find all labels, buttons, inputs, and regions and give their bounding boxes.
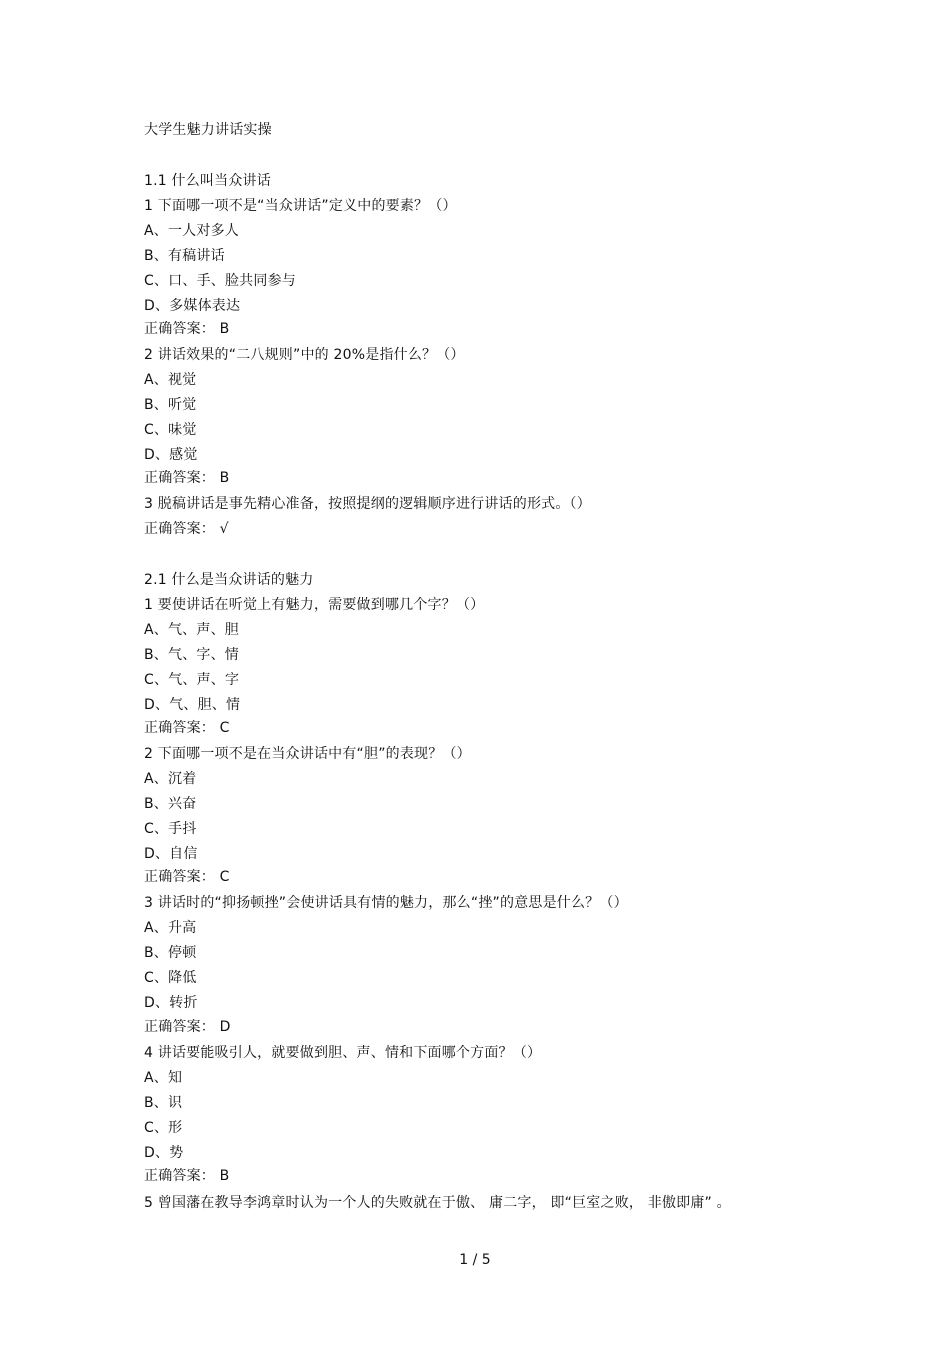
question-text: 4 讲话要能吸引人，就要做到胆、声、情和下面哪个方面？（） [144, 1045, 542, 1061]
option-text: B、停顿 [144, 945, 197, 961]
option-text: A、升高 [144, 920, 197, 936]
question-text: 5 曾国藩在教导李鸿章时认为一个人的失败就在于傲、 庸二字， 即“巨室之败， 非傲即庸” 。 [144, 1195, 731, 1211]
answer-text: 正确答案： C [144, 869, 230, 885]
option-text: C、味觉 [144, 422, 197, 438]
page-number: 1 / 5 [459, 1252, 491, 1268]
question-text: 2 下面哪一项不是在当众讲话中有“胆”的表现？（） [144, 746, 471, 762]
option-text: B、兴奋 [144, 796, 197, 812]
answer-text: 正确答案： B [144, 321, 230, 337]
option-text: D、势 [144, 1145, 184, 1161]
answer-text: 正确答案： C [144, 720, 230, 736]
answer-text: 正确答案： √ [144, 521, 229, 537]
option-text: C、气、声、字 [144, 672, 240, 688]
option-text: A、一人对多人 [144, 223, 239, 239]
question-text: 1 下面哪一项不是“当众讲话”定义中的要素？（） [144, 198, 457, 214]
option-text: D、多媒体表达 [144, 298, 241, 314]
option-text: C、手抖 [144, 821, 197, 837]
section-heading: 1.1 什么叫当众讲话 [144, 173, 271, 189]
option-text: C、形 [144, 1120, 183, 1136]
option-text: B、听觉 [144, 397, 197, 413]
option-text: D、感觉 [144, 447, 198, 463]
question-text: 3 脱稿讲话是事先精心准备，按照提纲的逻辑顺序进行讲话的形式。（） [144, 496, 591, 512]
option-text: A、视觉 [144, 372, 197, 388]
option-text: D、转折 [144, 995, 198, 1011]
document-title: 大学生魅力讲话实操 [144, 122, 272, 138]
section-heading: 2.1 什么是当众讲话的魅力 [144, 572, 314, 588]
option-text: C、口、手、脸共同参与 [144, 273, 296, 289]
option-text: A、沉着 [144, 771, 197, 787]
question-text: 2 讲话效果的“二八规则”中的 20%是指什么？（） [144, 347, 465, 363]
option-text: B、气、字、情 [144, 647, 240, 663]
option-text: D、自信 [144, 846, 198, 862]
answer-text: 正确答案： D [144, 1019, 231, 1035]
option-text: A、气、声、胆 [144, 622, 239, 638]
option-text: A、知 [144, 1070, 183, 1086]
question-text: 3 讲话时的“抑扬顿挫”会使讲话具有情的魅力，那么“挫”的意思是什么？（） [144, 895, 628, 911]
option-text: D、气、胆、情 [144, 697, 241, 713]
question-text: 1 要使讲话在听觉上有魅力，需要做到哪几个字？（） [144, 597, 485, 613]
option-text: C、降低 [144, 970, 197, 986]
option-text: B、识 [144, 1095, 183, 1111]
option-text: B、有稿讲话 [144, 248, 225, 264]
answer-text: 正确答案： B [144, 1168, 230, 1184]
answer-text: 正确答案： B [144, 470, 230, 486]
